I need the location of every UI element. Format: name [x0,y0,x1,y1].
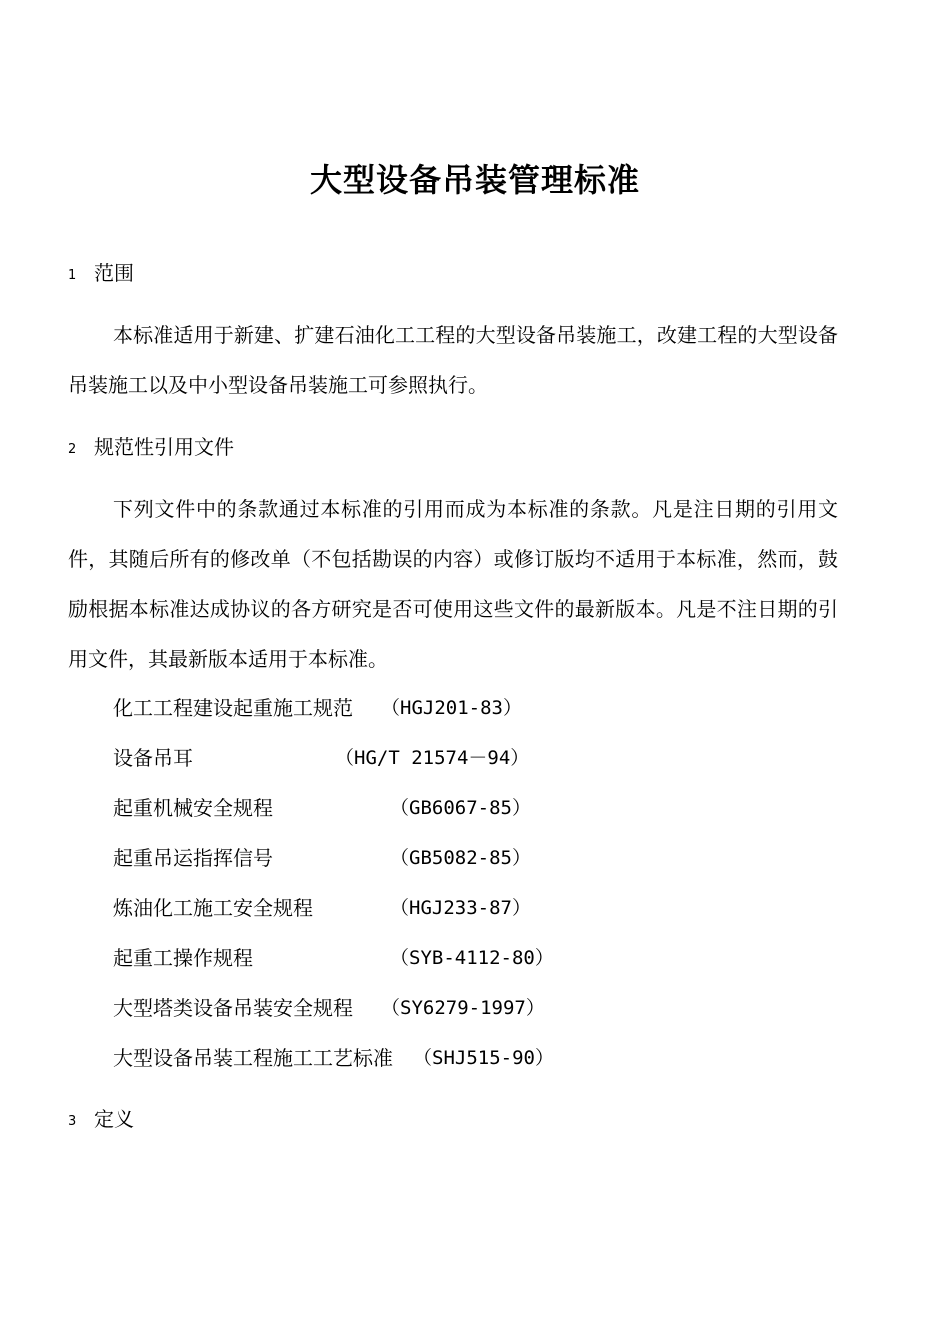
reference-code: （HGJ201-83） [381,697,522,719]
reference-name: 大型设备吊装工程施工工艺标准 [113,1046,393,1070]
reference-item [113,688,813,738]
reference-name: 起重吊运指挥信号 [113,846,273,870]
reference-name: 大型塔类设备吊装安全规程 [113,996,353,1020]
reference-list [113,688,813,1088]
reference-name: 起重机械安全规程 [113,796,273,820]
page-title: 大型设备吊装管理标准 [309,161,640,199]
section-paragraph-scope: 本标准适用于新建、扩建石油化工工程的大型设备吊装施工，改建工程的大型设备吊装施工以及中小型设备吊装施工可参照执行。 [68,323,838,397]
reference-code: （SYB-4112-80） [390,947,554,969]
reference-item [113,788,813,838]
reference-name: 起重工操作规程 [113,946,253,970]
reference-name: 设备吊耳 [113,746,193,770]
reference-name: 化工工程建设起重施工规范 [113,696,353,720]
reference-code: （HG/T 21574－94） [335,747,530,769]
section-heading-normative-references [68,432,234,465]
reference-item [113,888,813,938]
reference-code: （SY6279-1997） [381,997,545,1019]
reference-item [113,988,813,1038]
reference-code: （HGJ233-87） [390,897,531,919]
section-number: 3 [68,1114,77,1129]
reference-item [113,738,813,788]
section-number: 1 [68,268,77,283]
reference-code: （GB5082-85） [390,847,531,869]
section-title: 定义 [94,1107,134,1131]
reference-item [113,838,813,888]
reference-item [113,1038,813,1088]
reference-code: （SHJ515-90） [413,1047,554,1069]
section-title: 范围 [94,261,134,285]
reference-item [113,938,813,988]
section-title: 规范性引用文件 [94,435,234,459]
reference-name: 炼油化工施工安全规程 [113,896,313,920]
reference-code: （GB6067-85） [390,797,531,819]
section-number: 2 [68,442,77,457]
section-heading-scope [68,258,134,291]
section-paragraph-normative-references: 下列文件中的条款通过本标准的引用而成为本标准的条款。凡是注日期的引用文件，其随后所有的修改单（不包括勘误的内容）或修订版均不适用于本标准，然而，鼓励根据本标准达成协议的各方研究是否可使用这些文件的最新版本。凡是不注日期的引用文件，其最新版本适用于本标准。 [68,497,838,671]
section-heading-definitions [68,1104,134,1137]
